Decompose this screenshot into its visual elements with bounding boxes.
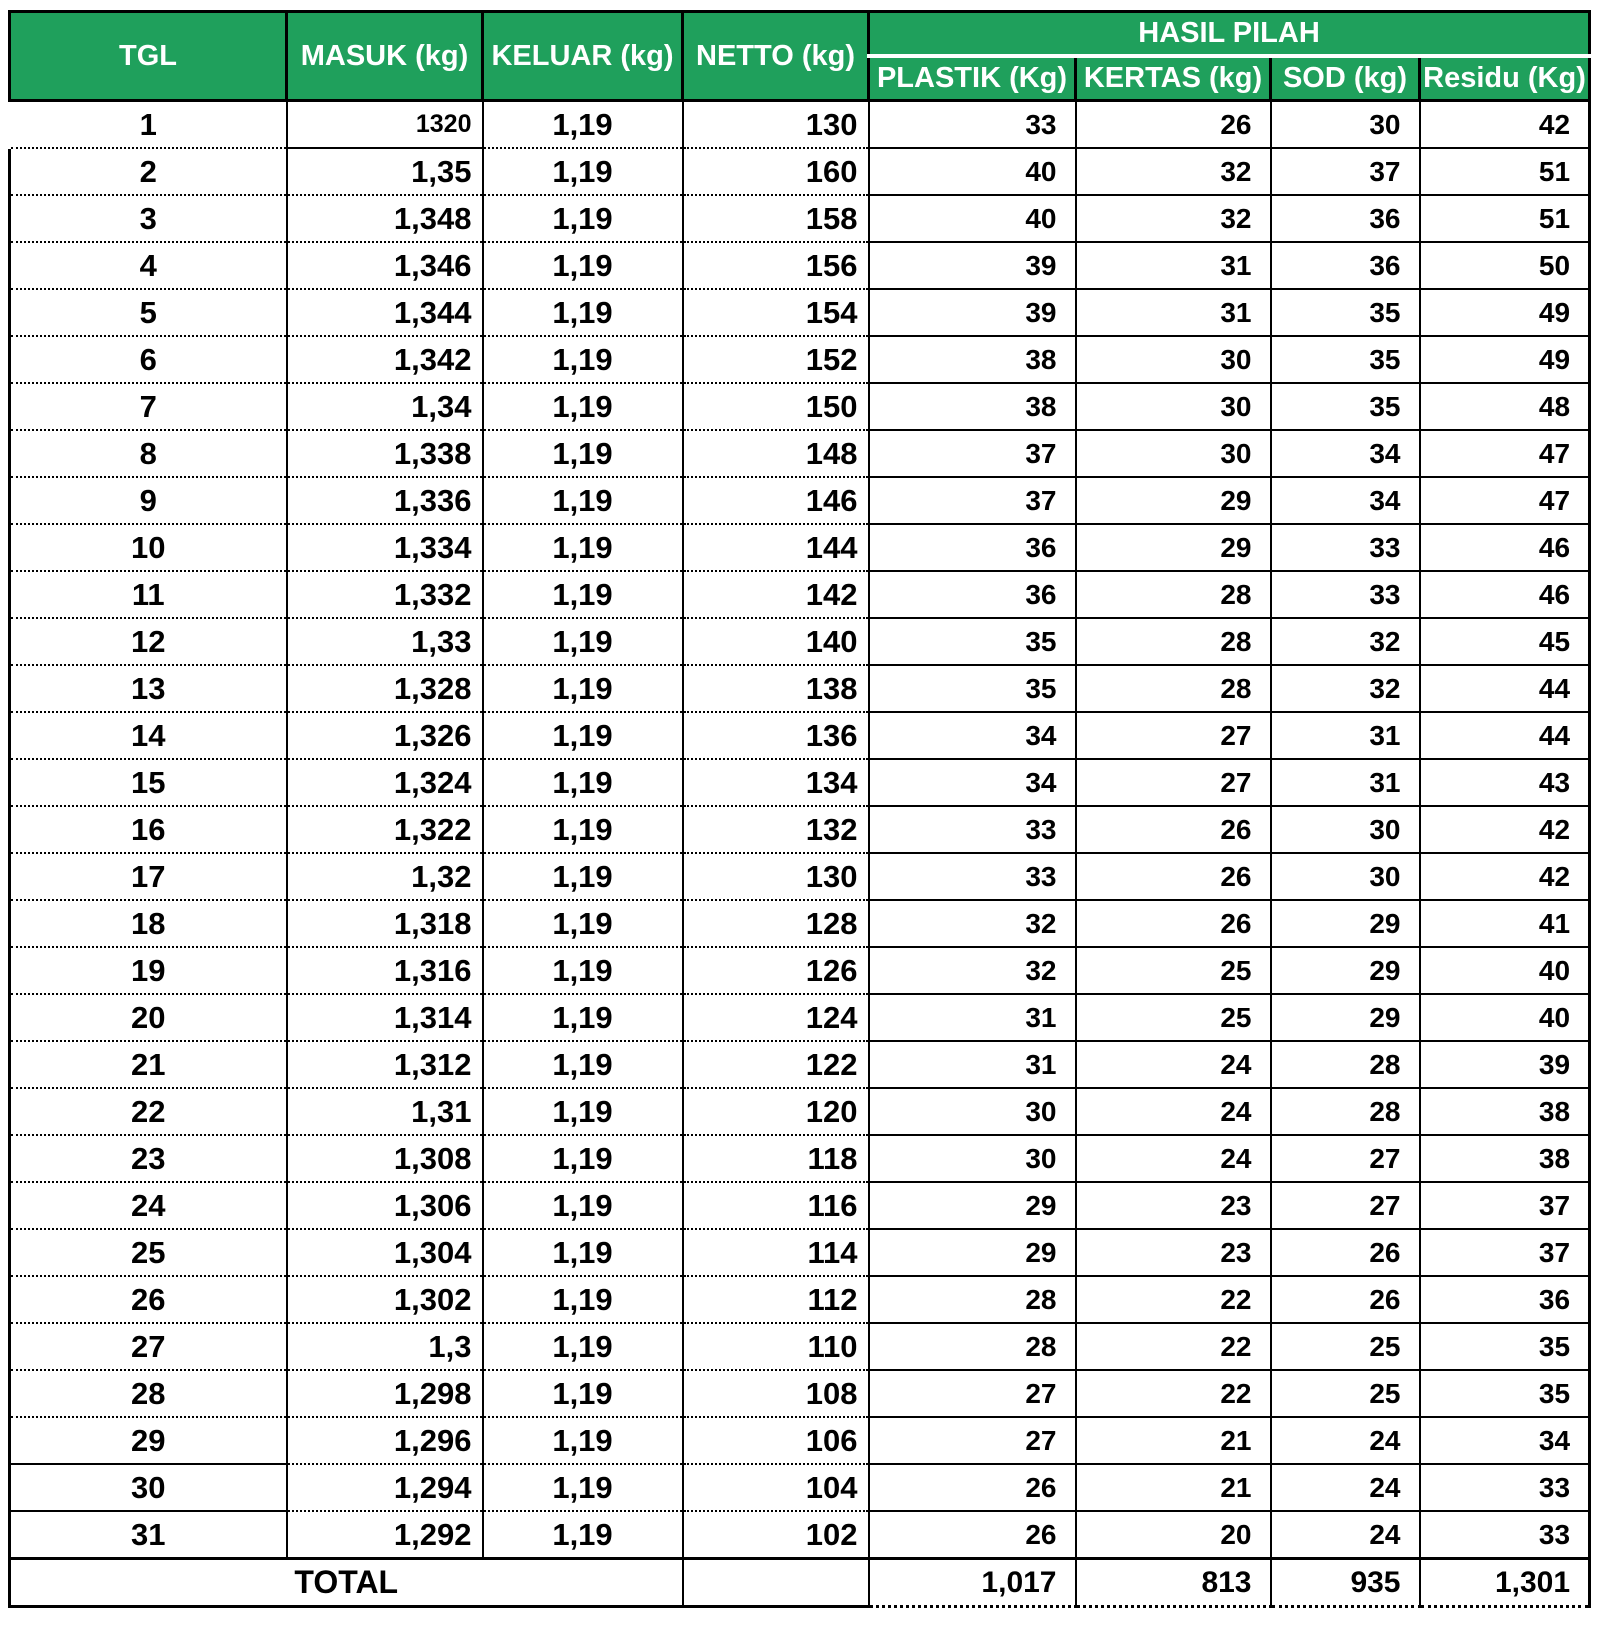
cell-residu: 50 bbox=[1420, 242, 1590, 289]
cell-residu: 46 bbox=[1420, 571, 1590, 618]
table-row bbox=[10, 148, 1590, 195]
cell-keluar: 1,19 bbox=[483, 571, 683, 618]
waste-log-table bbox=[8, 10, 1591, 1608]
cell-tgl: 7 bbox=[10, 383, 287, 430]
cell-plastik: 34 bbox=[869, 712, 1076, 759]
table-row bbox=[10, 665, 1590, 712]
cell-tgl: 27 bbox=[10, 1323, 287, 1370]
cell-sod: 32 bbox=[1271, 618, 1420, 665]
cell-sod: 31 bbox=[1271, 759, 1420, 806]
cell-netto: 140 bbox=[683, 618, 869, 665]
cell-masuk: 1,294 bbox=[287, 1464, 483, 1511]
cell-residu: 37 bbox=[1420, 1229, 1590, 1276]
cell-plastik: 31 bbox=[869, 1041, 1076, 1088]
cell-tgl: 30 bbox=[10, 1464, 287, 1511]
table-row bbox=[10, 336, 1590, 383]
cell-kertas: 22 bbox=[1076, 1276, 1271, 1323]
cell-plastik: 36 bbox=[869, 524, 1076, 571]
cell-plastik: 36 bbox=[869, 571, 1076, 618]
cell-netto: 128 bbox=[683, 900, 869, 947]
cell-kertas: 29 bbox=[1076, 524, 1271, 571]
cell-plastik: 29 bbox=[869, 1229, 1076, 1276]
cell-residu: 49 bbox=[1420, 289, 1590, 336]
total-kertas-cell: 813 bbox=[1076, 1559, 1271, 1607]
cell-tgl: 1 bbox=[10, 101, 287, 149]
cell-sod: 33 bbox=[1271, 571, 1420, 618]
cell-kertas: 22 bbox=[1076, 1323, 1271, 1370]
cell-tgl: 21 bbox=[10, 1041, 287, 1088]
cell-masuk: 1,328 bbox=[287, 665, 483, 712]
cell-residu: 40 bbox=[1420, 994, 1590, 1041]
cell-tgl: 25 bbox=[10, 1229, 287, 1276]
cell-keluar: 1,19 bbox=[483, 1041, 683, 1088]
cell-plastik: 39 bbox=[869, 242, 1076, 289]
cell-masuk: 1,316 bbox=[287, 947, 483, 994]
cell-netto: 120 bbox=[683, 1088, 869, 1135]
cell-tgl: 6 bbox=[10, 336, 287, 383]
cell-residu: 44 bbox=[1420, 712, 1590, 759]
cell-sod: 31 bbox=[1271, 712, 1420, 759]
cell-plastik: 40 bbox=[869, 148, 1076, 195]
cell-keluar: 1,19 bbox=[483, 336, 683, 383]
cell-plastik: 30 bbox=[869, 1088, 1076, 1135]
cell-netto: 112 bbox=[683, 1276, 869, 1323]
total-sod-cell: 935 bbox=[1271, 1559, 1420, 1607]
cell-sod: 34 bbox=[1271, 477, 1420, 524]
total-label-cell: TOTAL bbox=[10, 1559, 683, 1607]
cell-masuk: 1,292 bbox=[287, 1511, 483, 1559]
table-row bbox=[10, 383, 1590, 430]
cell-tgl: 20 bbox=[10, 994, 287, 1041]
table-row bbox=[10, 571, 1590, 618]
cell-plastik: 38 bbox=[869, 336, 1076, 383]
cell-keluar: 1,19 bbox=[483, 853, 683, 900]
column-header-plastik: PLASTIK (Kg) bbox=[869, 56, 1076, 101]
cell-tgl: 10 bbox=[10, 524, 287, 571]
cell-sod: 32 bbox=[1271, 665, 1420, 712]
cell-tgl: 24 bbox=[10, 1182, 287, 1229]
table-row bbox=[10, 994, 1590, 1041]
cell-kertas: 26 bbox=[1076, 101, 1271, 149]
cell-tgl: 8 bbox=[10, 430, 287, 477]
cell-netto: 134 bbox=[683, 759, 869, 806]
cell-masuk: 1,304 bbox=[287, 1229, 483, 1276]
cell-tgl: 5 bbox=[10, 289, 287, 336]
cell-netto: 104 bbox=[683, 1464, 869, 1511]
table-row bbox=[10, 900, 1590, 947]
cell-residu: 42 bbox=[1420, 853, 1590, 900]
total-residu-cell: 1,301 bbox=[1420, 1559, 1590, 1607]
cell-netto: 158 bbox=[683, 195, 869, 242]
cell-tgl: 13 bbox=[10, 665, 287, 712]
cell-plastik: 35 bbox=[869, 665, 1076, 712]
cell-tgl: 31 bbox=[10, 1511, 287, 1559]
cell-tgl: 14 bbox=[10, 712, 287, 759]
cell-residu: 38 bbox=[1420, 1135, 1590, 1182]
cell-tgl: 16 bbox=[10, 806, 287, 853]
cell-keluar: 1,19 bbox=[483, 712, 683, 759]
cell-sod: 27 bbox=[1271, 1135, 1420, 1182]
cell-netto: 136 bbox=[683, 712, 869, 759]
cell-tgl: 29 bbox=[10, 1417, 287, 1464]
cell-netto: 150 bbox=[683, 383, 869, 430]
cell-keluar: 1,19 bbox=[483, 195, 683, 242]
cell-keluar: 1,19 bbox=[483, 1229, 683, 1276]
cell-plastik: 34 bbox=[869, 759, 1076, 806]
cell-tgl: 9 bbox=[10, 477, 287, 524]
cell-keluar: 1,19 bbox=[483, 618, 683, 665]
cell-netto: 116 bbox=[683, 1182, 869, 1229]
table-row bbox=[10, 242, 1590, 289]
cell-kertas: 26 bbox=[1076, 900, 1271, 947]
cell-residu: 35 bbox=[1420, 1323, 1590, 1370]
column-header-sod: SOD (kg) bbox=[1271, 56, 1420, 101]
cell-netto: 124 bbox=[683, 994, 869, 1041]
cell-plastik: 27 bbox=[869, 1417, 1076, 1464]
cell-sod: 29 bbox=[1271, 994, 1420, 1041]
cell-kertas: 28 bbox=[1076, 571, 1271, 618]
cell-sod: 36 bbox=[1271, 195, 1420, 242]
cell-keluar: 1,19 bbox=[483, 947, 683, 994]
cell-netto: 160 bbox=[683, 148, 869, 195]
cell-kertas: 27 bbox=[1076, 712, 1271, 759]
cell-kertas: 21 bbox=[1076, 1417, 1271, 1464]
cell-netto: 130 bbox=[683, 853, 869, 900]
cell-sod: 35 bbox=[1271, 383, 1420, 430]
cell-keluar: 1,19 bbox=[483, 101, 683, 149]
table-row bbox=[10, 947, 1590, 994]
cell-plastik: 33 bbox=[869, 853, 1076, 900]
cell-keluar: 1,19 bbox=[483, 1370, 683, 1417]
table-row bbox=[10, 477, 1590, 524]
cell-residu: 49 bbox=[1420, 336, 1590, 383]
cell-keluar: 1,19 bbox=[483, 994, 683, 1041]
cell-kertas: 32 bbox=[1076, 195, 1271, 242]
cell-residu: 51 bbox=[1420, 195, 1590, 242]
cell-keluar: 1,19 bbox=[483, 148, 683, 195]
cell-sod: 24 bbox=[1271, 1417, 1420, 1464]
cell-keluar: 1,19 bbox=[483, 1417, 683, 1464]
column-header-netto: NETTO (kg) bbox=[683, 12, 869, 101]
cell-tgl: 23 bbox=[10, 1135, 287, 1182]
cell-netto: 142 bbox=[683, 571, 869, 618]
total-row bbox=[10, 1559, 1590, 1607]
cell-masuk: 1,342 bbox=[287, 336, 483, 383]
cell-sod: 37 bbox=[1271, 148, 1420, 195]
cell-netto: 130 bbox=[683, 101, 869, 149]
cell-kertas: 26 bbox=[1076, 806, 1271, 853]
cell-kertas: 30 bbox=[1076, 336, 1271, 383]
cell-masuk: 1,3 bbox=[287, 1323, 483, 1370]
cell-plastik: 33 bbox=[869, 101, 1076, 149]
cell-sod: 35 bbox=[1271, 289, 1420, 336]
cell-masuk: 1,334 bbox=[287, 524, 483, 571]
table-row bbox=[10, 1370, 1590, 1417]
cell-tgl: 18 bbox=[10, 900, 287, 947]
cell-residu: 38 bbox=[1420, 1088, 1590, 1135]
column-header-kertas: KERTAS (kg) bbox=[1076, 56, 1271, 101]
cell-residu: 45 bbox=[1420, 618, 1590, 665]
cell-masuk: 1,312 bbox=[287, 1041, 483, 1088]
cell-plastik: 31 bbox=[869, 994, 1076, 1041]
table-row bbox=[10, 101, 1590, 149]
cell-tgl: 12 bbox=[10, 618, 287, 665]
cell-netto: 114 bbox=[683, 1229, 869, 1276]
cell-masuk: 1,318 bbox=[287, 900, 483, 947]
cell-residu: 44 bbox=[1420, 665, 1590, 712]
cell-plastik: 29 bbox=[869, 1182, 1076, 1229]
cell-keluar: 1,19 bbox=[483, 289, 683, 336]
cell-tgl: 17 bbox=[10, 853, 287, 900]
cell-residu: 46 bbox=[1420, 524, 1590, 571]
cell-plastik: 39 bbox=[869, 289, 1076, 336]
cell-keluar: 1,19 bbox=[483, 665, 683, 712]
cell-sod: 25 bbox=[1271, 1323, 1420, 1370]
cell-residu: 42 bbox=[1420, 806, 1590, 853]
cell-residu: 41 bbox=[1420, 900, 1590, 947]
cell-plastik: 40 bbox=[869, 195, 1076, 242]
cell-residu: 35 bbox=[1420, 1370, 1590, 1417]
cell-masuk: 1,33 bbox=[287, 618, 483, 665]
total-plastik-cell: 1,017 bbox=[869, 1559, 1076, 1607]
cell-residu: 37 bbox=[1420, 1182, 1590, 1229]
total-netto-empty-cell bbox=[683, 1559, 869, 1607]
table-row bbox=[10, 1088, 1590, 1135]
cell-masuk: 1,31 bbox=[287, 1088, 483, 1135]
cell-netto: 108 bbox=[683, 1370, 869, 1417]
cell-sod: 26 bbox=[1271, 1229, 1420, 1276]
cell-keluar: 1,19 bbox=[483, 477, 683, 524]
table-body bbox=[10, 101, 1590, 1559]
cell-keluar: 1,19 bbox=[483, 900, 683, 947]
table-row bbox=[10, 430, 1590, 477]
cell-masuk: 1,324 bbox=[287, 759, 483, 806]
cell-kertas: 29 bbox=[1076, 477, 1271, 524]
cell-netto: 156 bbox=[683, 242, 869, 289]
cell-masuk: 1,296 bbox=[287, 1417, 483, 1464]
cell-sod: 27 bbox=[1271, 1182, 1420, 1229]
cell-keluar: 1,19 bbox=[483, 242, 683, 289]
cell-sod: 35 bbox=[1271, 336, 1420, 383]
cell-sod: 30 bbox=[1271, 853, 1420, 900]
cell-masuk: 1,326 bbox=[287, 712, 483, 759]
cell-sod: 28 bbox=[1271, 1088, 1420, 1135]
cell-kertas: 30 bbox=[1076, 430, 1271, 477]
cell-kertas: 20 bbox=[1076, 1511, 1271, 1559]
table-row bbox=[10, 1135, 1590, 1182]
cell-keluar: 1,19 bbox=[483, 524, 683, 571]
cell-netto: 154 bbox=[683, 289, 869, 336]
table-row bbox=[10, 712, 1590, 759]
table-row bbox=[10, 759, 1590, 806]
cell-masuk: 1,322 bbox=[287, 806, 483, 853]
cell-masuk: 1320 bbox=[287, 101, 483, 149]
cell-tgl: 19 bbox=[10, 947, 287, 994]
cell-plastik: 35 bbox=[869, 618, 1076, 665]
table-row bbox=[10, 618, 1590, 665]
cell-masuk: 1,336 bbox=[287, 477, 483, 524]
cell-plastik: 26 bbox=[869, 1464, 1076, 1511]
cell-netto: 152 bbox=[683, 336, 869, 383]
cell-masuk: 1,32 bbox=[287, 853, 483, 900]
cell-sod: 33 bbox=[1271, 524, 1420, 571]
cell-keluar: 1,19 bbox=[483, 1182, 683, 1229]
table-row bbox=[10, 524, 1590, 571]
cell-sod: 25 bbox=[1271, 1370, 1420, 1417]
table-row bbox=[10, 853, 1590, 900]
cell-residu: 51 bbox=[1420, 148, 1590, 195]
cell-keluar: 1,19 bbox=[483, 430, 683, 477]
cell-tgl: 28 bbox=[10, 1370, 287, 1417]
cell-plastik: 32 bbox=[869, 900, 1076, 947]
cell-masuk: 1,332 bbox=[287, 571, 483, 618]
cell-tgl: 2 bbox=[10, 148, 287, 195]
cell-masuk: 1,314 bbox=[287, 994, 483, 1041]
table-row bbox=[10, 195, 1590, 242]
cell-keluar: 1,19 bbox=[483, 1276, 683, 1323]
cell-kertas: 25 bbox=[1076, 947, 1271, 994]
cell-kertas: 26 bbox=[1076, 853, 1271, 900]
table-row bbox=[10, 289, 1590, 336]
cell-sod: 24 bbox=[1271, 1511, 1420, 1559]
cell-tgl: 22 bbox=[10, 1088, 287, 1135]
cell-tgl: 15 bbox=[10, 759, 287, 806]
table-row bbox=[10, 1276, 1590, 1323]
cell-residu: 42 bbox=[1420, 101, 1590, 149]
column-header-tgl: TGL bbox=[10, 12, 287, 101]
table-row bbox=[10, 1182, 1590, 1229]
cell-tgl: 4 bbox=[10, 242, 287, 289]
cell-plastik: 30 bbox=[869, 1135, 1076, 1182]
column-header-keluar: KELUAR (kg) bbox=[483, 12, 683, 101]
cell-kertas: 21 bbox=[1076, 1464, 1271, 1511]
cell-sod: 28 bbox=[1271, 1041, 1420, 1088]
cell-plastik: 32 bbox=[869, 947, 1076, 994]
cell-plastik: 37 bbox=[869, 430, 1076, 477]
cell-masuk: 1,34 bbox=[287, 383, 483, 430]
cell-netto: 126 bbox=[683, 947, 869, 994]
cell-masuk: 1,298 bbox=[287, 1370, 483, 1417]
cell-sod: 34 bbox=[1271, 430, 1420, 477]
table-header bbox=[10, 12, 1590, 101]
column-header-residu: Residu (Kg) bbox=[1420, 56, 1590, 101]
cell-sod: 29 bbox=[1271, 947, 1420, 994]
cell-netto: 110 bbox=[683, 1323, 869, 1370]
cell-kertas: 24 bbox=[1076, 1135, 1271, 1182]
cell-sod: 29 bbox=[1271, 900, 1420, 947]
cell-keluar: 1,19 bbox=[483, 1323, 683, 1370]
cell-plastik: 38 bbox=[869, 383, 1076, 430]
cell-keluar: 1,19 bbox=[483, 383, 683, 430]
cell-netto: 106 bbox=[683, 1417, 869, 1464]
cell-masuk: 1,346 bbox=[287, 242, 483, 289]
cell-kertas: 31 bbox=[1076, 289, 1271, 336]
cell-kertas: 27 bbox=[1076, 759, 1271, 806]
cell-masuk: 1,308 bbox=[287, 1135, 483, 1182]
cell-kertas: 32 bbox=[1076, 148, 1271, 195]
cell-residu: 48 bbox=[1420, 383, 1590, 430]
cell-tgl: 3 bbox=[10, 195, 287, 242]
cell-netto: 118 bbox=[683, 1135, 869, 1182]
cell-residu: 33 bbox=[1420, 1511, 1590, 1559]
column-header-masuk: MASUK (kg) bbox=[287, 12, 483, 101]
cell-keluar: 1,19 bbox=[483, 1511, 683, 1559]
cell-keluar: 1,19 bbox=[483, 1088, 683, 1135]
cell-keluar: 1,19 bbox=[483, 1135, 683, 1182]
cell-netto: 102 bbox=[683, 1511, 869, 1559]
cell-keluar: 1,19 bbox=[483, 759, 683, 806]
cell-keluar: 1,19 bbox=[483, 806, 683, 853]
cell-masuk: 1,302 bbox=[287, 1276, 483, 1323]
cell-kertas: 28 bbox=[1076, 618, 1271, 665]
cell-netto: 138 bbox=[683, 665, 869, 712]
cell-plastik: 28 bbox=[869, 1276, 1076, 1323]
table-footer bbox=[10, 1559, 1590, 1607]
table-row bbox=[10, 1229, 1590, 1276]
cell-plastik: 27 bbox=[869, 1370, 1076, 1417]
cell-kertas: 23 bbox=[1076, 1229, 1271, 1276]
cell-sod: 30 bbox=[1271, 806, 1420, 853]
cell-kertas: 28 bbox=[1076, 665, 1271, 712]
cell-sod: 30 bbox=[1271, 101, 1420, 149]
cell-kertas: 24 bbox=[1076, 1088, 1271, 1135]
cell-netto: 144 bbox=[683, 524, 869, 571]
cell-keluar: 1,19 bbox=[483, 1464, 683, 1511]
cell-netto: 122 bbox=[683, 1041, 869, 1088]
cell-netto: 132 bbox=[683, 806, 869, 853]
cell-masuk: 1,348 bbox=[287, 195, 483, 242]
cell-masuk: 1,344 bbox=[287, 289, 483, 336]
cell-residu: 40 bbox=[1420, 947, 1590, 994]
cell-netto: 148 bbox=[683, 430, 869, 477]
cell-masuk: 1,338 bbox=[287, 430, 483, 477]
cell-masuk: 1,306 bbox=[287, 1182, 483, 1229]
cell-sod: 26 bbox=[1271, 1276, 1420, 1323]
cell-residu: 39 bbox=[1420, 1041, 1590, 1088]
cell-residu: 34 bbox=[1420, 1417, 1590, 1464]
table-row bbox=[10, 806, 1590, 853]
cell-residu: 47 bbox=[1420, 430, 1590, 477]
table-row bbox=[10, 1041, 1590, 1088]
cell-kertas: 22 bbox=[1076, 1370, 1271, 1417]
table-row bbox=[10, 1323, 1590, 1370]
cell-sod: 36 bbox=[1271, 242, 1420, 289]
cell-plastik: 28 bbox=[869, 1323, 1076, 1370]
column-group-header-hasil-pilah: HASIL PILAH bbox=[869, 12, 1590, 57]
cell-residu: 33 bbox=[1420, 1464, 1590, 1511]
table-row bbox=[10, 1464, 1590, 1511]
table-row bbox=[10, 1417, 1590, 1464]
cell-kertas: 24 bbox=[1076, 1041, 1271, 1088]
cell-tgl: 26 bbox=[10, 1276, 287, 1323]
cell-residu: 47 bbox=[1420, 477, 1590, 524]
cell-netto: 146 bbox=[683, 477, 869, 524]
cell-kertas: 30 bbox=[1076, 383, 1271, 430]
cell-plastik: 26 bbox=[869, 1511, 1076, 1559]
cell-plastik: 37 bbox=[869, 477, 1076, 524]
cell-tgl: 11 bbox=[10, 571, 287, 618]
cell-masuk: 1,35 bbox=[287, 148, 483, 195]
cell-kertas: 23 bbox=[1076, 1182, 1271, 1229]
cell-plastik: 33 bbox=[869, 806, 1076, 853]
cell-residu: 36 bbox=[1420, 1276, 1590, 1323]
table-row bbox=[10, 1511, 1590, 1559]
cell-residu: 43 bbox=[1420, 759, 1590, 806]
cell-kertas: 31 bbox=[1076, 242, 1271, 289]
cell-kertas: 25 bbox=[1076, 994, 1271, 1041]
cell-sod: 24 bbox=[1271, 1464, 1420, 1511]
